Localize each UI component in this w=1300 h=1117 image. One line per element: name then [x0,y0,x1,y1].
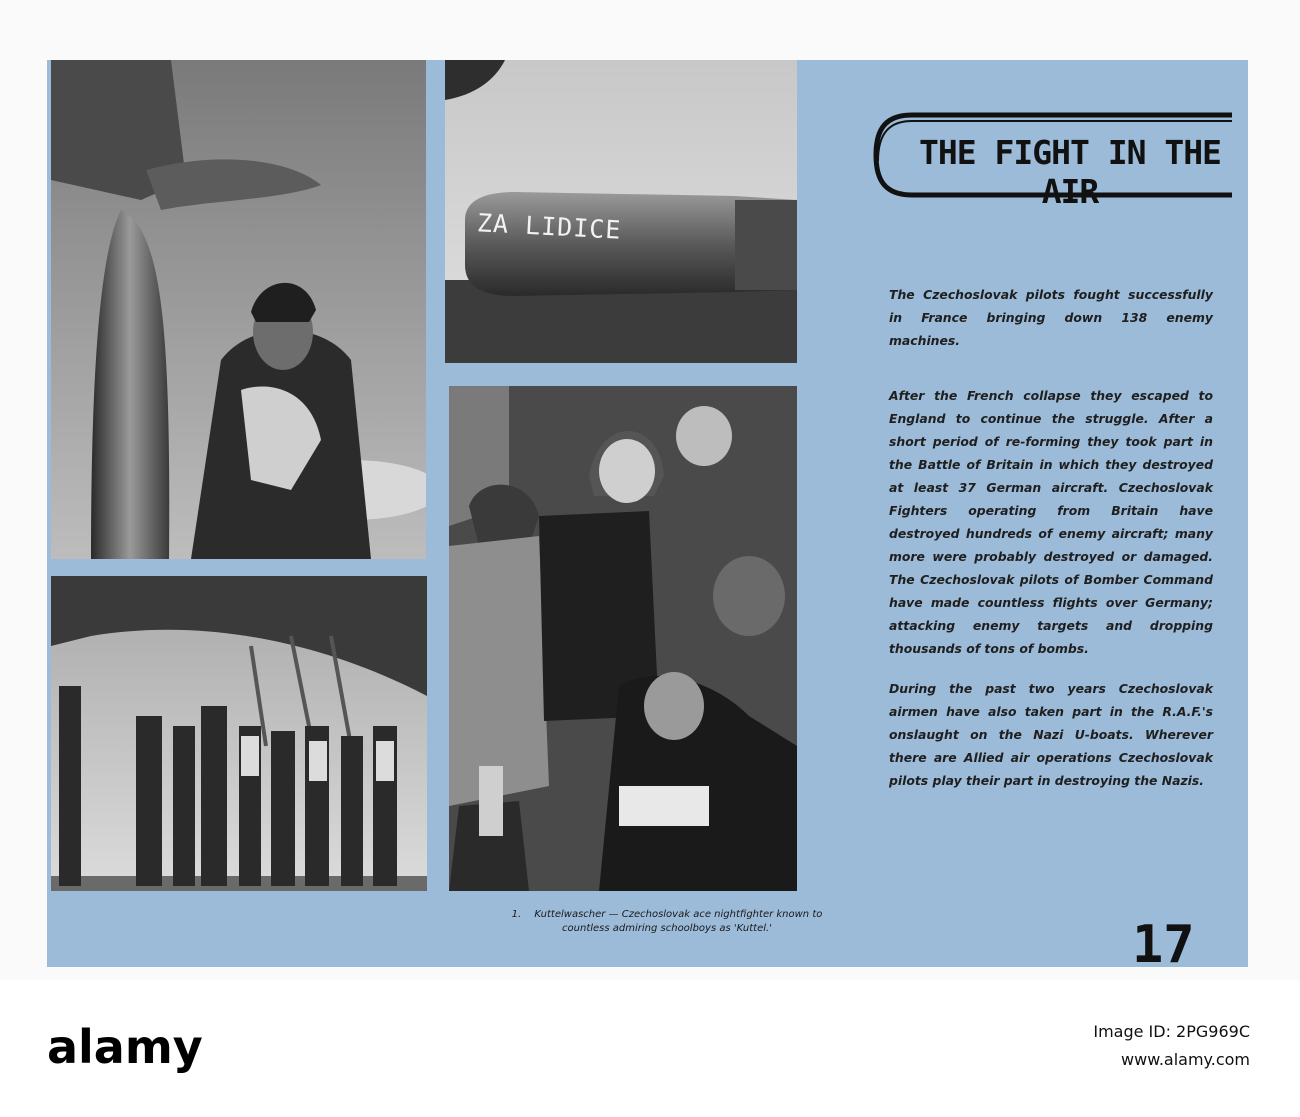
watermark-url: www.alamy.com [1121,1050,1250,1069]
photo-pilot-propeller [51,60,426,559]
paragraph-france: The Czechoslovak pilots fought successfully in France bringing down 138 enemy machines. [889,287,1213,348]
photo-caption [487,908,847,936]
page-title: THE FIGHT IN THE AIR [919,133,1221,211]
photo-schoolboys-autographs [449,386,797,891]
paragraph-u-boats: During the past two years Czechoslovak airmen have also taken part in the R.A.F.'s onslaught on the Nazi U-boats. Wherever there are Allied air operations Czechoslovak pilots play their part in destroying the Nazis. [889,681,1213,788]
photo-airmen-under-wing [51,576,427,891]
brochure-page [47,60,1248,975]
alamy-logo: alamy [47,1020,203,1074]
caption-text: Kuttelwascher — Czechoslovak ace nightfighter known to countless admiring schoolboys as 'Kuttel.' [534,909,823,934]
page-number: 17 [1132,915,1195,975]
title-banner [872,111,1232,211]
bomb-inscription: ZA LIDICE [476,208,623,245]
watermark-info [1093,1018,1250,1074]
image-id: Image ID: 2PG969C [1093,1022,1250,1041]
paragraph-battle-of-britain: After the French collapse they escaped to England to continue the struggle. After a short period of re-forming they took part in the Battle of Britain in which they destroyed at least 37 German aircraft. Czechoslovak Fighters operating from Britain have destroyed hundreds of enemy aircraft; many more were probably destroyed or damaged. The Czechoslovak pilots of Bomber Command have made countless flights over Germany; attacking enemy targets and dropping thousands of tons of bombs. [889,388,1213,656]
caption-number: 1. [511,909,522,920]
